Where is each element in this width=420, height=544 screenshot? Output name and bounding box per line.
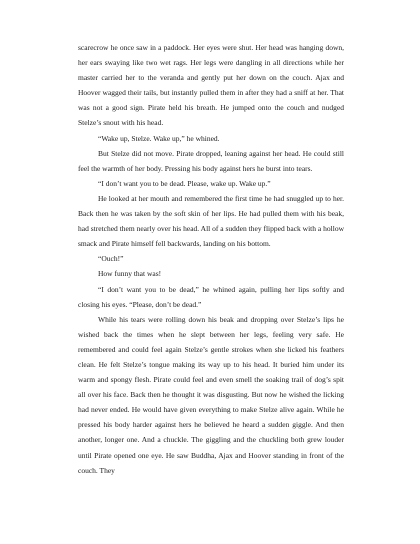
paragraph: While his tears were rolling down his beak and dropping over Stelze’s lips he wished back the times when he slept between her legs, feeling very safe. He remembered and could feel again Stelze’s gentle strokes when she licked his feathers clean. He felt Stelze’s tongue making its way up to his head. It buried him under its warm and spongy flesh. Pirate could feel and even smell the soaking trail of dog’s spit all over his face. Back then he thought it was disgusting. But now he wished the licking had never ended. He would have given everything to make Stelze alive again. While he pressed his body harder against hers he believed he heard a sudden giggle. And then another, longer one. And a chuckle. The giggling and the chuckling both grew louder until Pirate opened one eye. He saw Buddha, Ajax and Hoover standing in front of the couch. They	[78, 314, 344, 475]
paragraph: “Ouch!”	[98, 254, 124, 264]
paragraph: “I don’t want you to be dead,” he whined again, pulling her lips softly and closing his eyes. “Please, don’t be dead.”	[78, 284, 344, 309]
paragraph: He looked at her mouth and remembered the first time he had snuggled up to her. Back then he was taken by the soft skin of her lips. He had pulled them with his beak, had stretched them nearly over his head. All of a sudden they flipped back with a hollow smack and Pirate himself fell backwards, landing on his bottom.	[78, 193, 344, 249]
paragraph: “Wake up, Stelze. Wake up,” he whined.	[98, 133, 220, 143]
paragraph: How funny that was!	[98, 269, 162, 279]
paragraph: scarecrow he once saw in a paddock. Her eyes were shut. Her head was hanging down, her ears swaying like two wet rags. Her legs were dangling in all directions while her master carried her to the veranda and gently put her down on the couch. Ajax and Hoover wagged their tails, but instantly pulled them in after they had a sniff at her. That was not a good sign. Pirate held his breath. He jumped onto the couch and nudged Stelze’s snout with his head.	[78, 43, 344, 128]
body-text	[78, 40, 344, 478]
paragraph: “I don’t want you to be dead. Please, wake up. Wake up.”	[98, 178, 271, 188]
paragraph: But Stelze did not move. Pirate dropped, leaning against her head. He could still feel the warmth of her body. Pressing his body against hers he burst into tears.	[78, 148, 344, 173]
